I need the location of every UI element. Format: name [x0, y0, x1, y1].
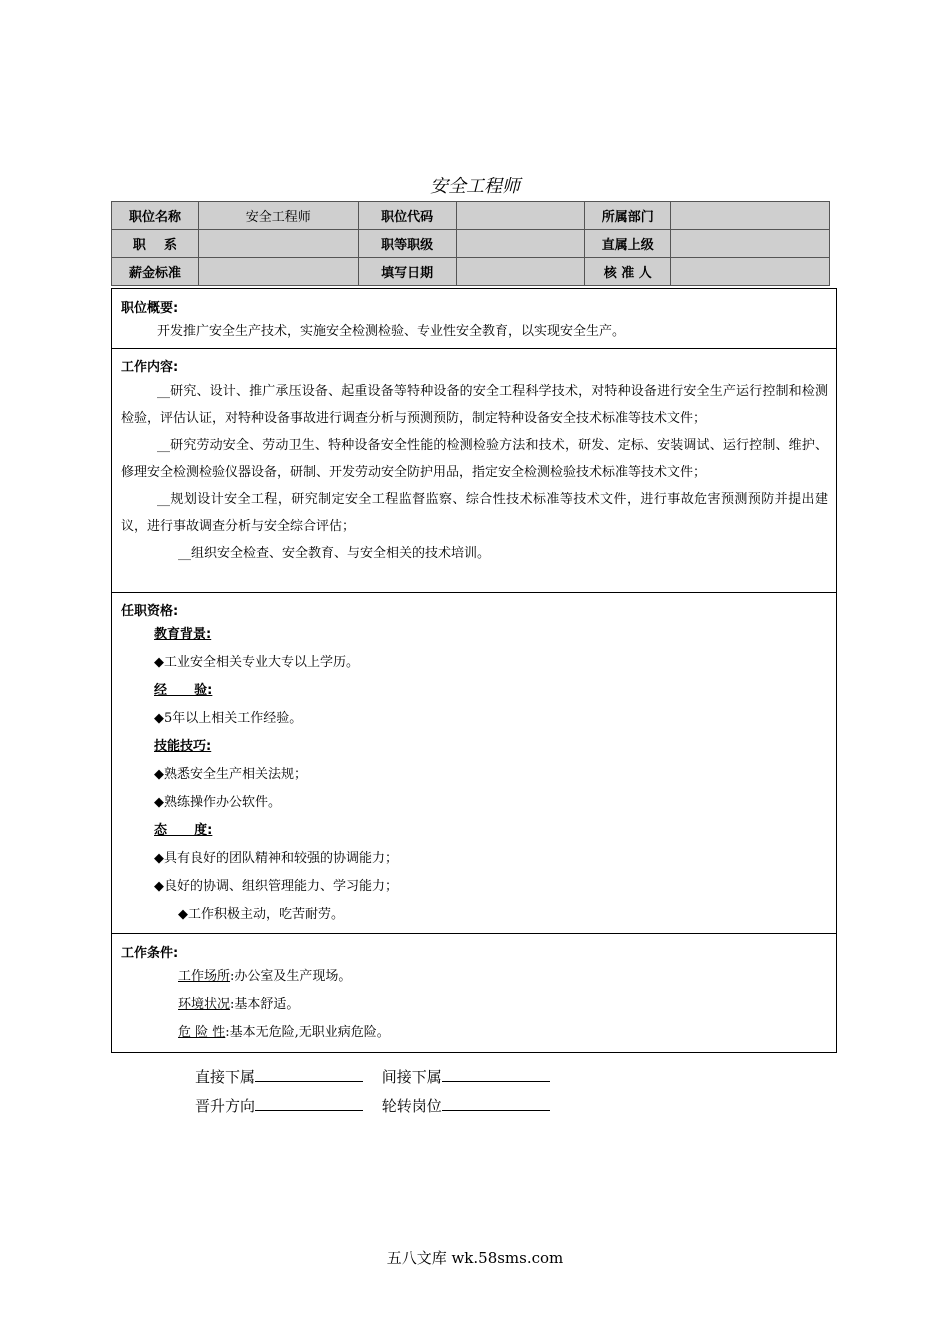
education-label: 教育背景:: [154, 627, 212, 642]
value-position-code: [456, 202, 585, 230]
skill-item: ◆熟练操作办公软件。: [154, 795, 281, 810]
experience-label: 经 验:: [154, 683, 213, 698]
header-row: [112, 230, 830, 258]
direct-reports-label: 直接下属: [195, 1068, 256, 1086]
content-section: [111, 348, 837, 593]
content-item: __研究劳动安全、劳动卫生、特种设备安全性能的检测检验方法和技术，研发、定标、安装调试、运行控制、维护、修理安全检测检验仪器设备，研制、开发劳动安全防护用品，指定安全检测检验技术标准等技术文件；: [121, 438, 828, 480]
label-salary: 薪金标准: [112, 258, 199, 286]
attitude-label: 态 度:: [154, 823, 213, 838]
skills-label: 技能技巧:: [154, 739, 212, 754]
rotation-label: 轮转岗位: [381, 1097, 442, 1115]
promotion-blank: [255, 1096, 363, 1111]
header-table: [111, 201, 830, 286]
label-approver: 核 准 人: [585, 258, 671, 286]
header-row: [112, 258, 830, 286]
education-item: ◆工业安全相关专业大专以上学历。: [154, 655, 359, 670]
conditions-label: 工作条件:: [121, 946, 179, 961]
condition-row: [178, 1019, 836, 1047]
rotation-blank: [442, 1096, 550, 1111]
indirect-reports-label: 间接下属: [381, 1068, 442, 1086]
value-salary: [198, 258, 358, 286]
value-position-name: 安全工程师: [198, 202, 358, 230]
promotion-label: 晋升方向: [195, 1097, 256, 1115]
label-grade: 职等职级: [358, 230, 456, 258]
risk-value: :基本无危险,无职业病危险。: [225, 1025, 390, 1040]
indirect-reports-blank: [442, 1067, 550, 1082]
page-title: 安全工程师: [430, 176, 520, 197]
footer-row: [195, 1095, 564, 1116]
qualification-label: 任职资格:: [121, 604, 179, 619]
label-fill-date: 填写日期: [358, 258, 456, 286]
label-position-name: 职位名称: [112, 202, 199, 230]
content-item: __组织安全检查、安全教育、与安全相关的技术培训。: [178, 546, 491, 561]
label-department: 所属部门: [585, 202, 671, 230]
overview-section: [111, 288, 837, 349]
condition-row: [178, 991, 836, 1019]
content-item: __规划设计安全工程，研究制定安全工程监督监察、综合性技术标准等技术文件，进行事故危害预测预防并提出建议，进行事故调查分析与安全综合评估；: [121, 492, 828, 534]
value-fill-date: [456, 258, 585, 286]
header-row: [112, 202, 830, 230]
overview-text: 开发推广安全生产技术，实施安全检测检验、专业性安全教育，以实现安全生产。: [157, 324, 626, 339]
workplace-value: :办公室及生产现场。: [230, 969, 352, 984]
value-department: [671, 202, 830, 230]
environment-value: :基本舒适。: [230, 997, 300, 1012]
label-position-code: 职位代码: [358, 202, 456, 230]
value-job-family: [198, 230, 358, 258]
value-grade: [456, 230, 585, 258]
label-supervisor: 直属上级: [585, 230, 671, 258]
condition-row: [178, 963, 836, 991]
content-label: 工作内容:: [121, 360, 179, 375]
watermark-text: 五八文库 wk.58sms.com: [386, 1249, 564, 1267]
qualification-section: [111, 592, 837, 934]
overview-label: 职位概要:: [121, 301, 179, 316]
attitude-item: ◆工作积极主动，吃苦耐劳。: [178, 907, 344, 922]
experience-item: ◆5年以上相关工作经验。: [154, 711, 303, 726]
value-supervisor: [671, 230, 830, 258]
risk-label: 危 险 性: [178, 1025, 226, 1040]
footer-row: [195, 1066, 564, 1087]
direct-reports-blank: [255, 1067, 363, 1082]
conditions-section: [111, 933, 837, 1053]
skill-item: ◆熟悉安全生产相关法规；: [154, 767, 307, 782]
value-approver: [671, 258, 830, 286]
content-item: __研究、设计、推广承压设备、起重设备等特种设备的安全工程科学技术，对特种设备进行安全生产运行控制和检测检验，评估认证，对特种设备事故进行调查分析与预测预防，制定特种设备安全技术标准等技术文件；: [121, 384, 828, 426]
attitude-item: ◆具有良好的团队精神和较强的协调能力；: [154, 851, 398, 866]
label-job-family: 职 系: [112, 230, 199, 258]
attitude-item: ◆良好的协调、组织管理能力、学习能力；: [154, 879, 398, 894]
environment-label: 环境状况: [178, 997, 231, 1012]
workplace-label: 工作场所: [178, 969, 231, 984]
